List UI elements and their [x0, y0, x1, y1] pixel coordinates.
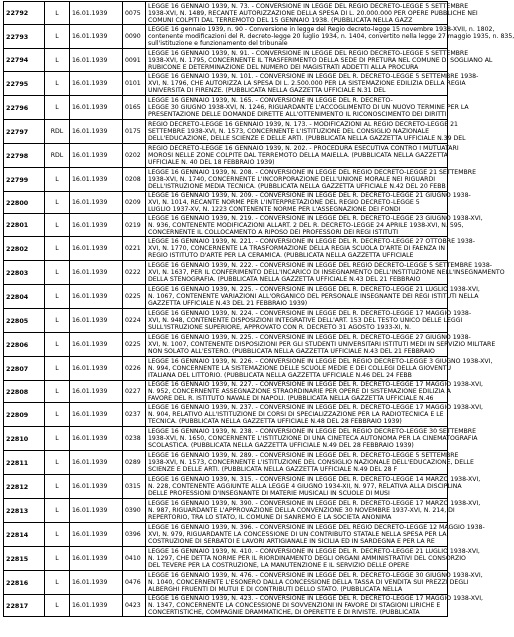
description-line: XVI, N. 948, CONTENENTE DISPOSIZIONI INTEGRATIVE DELL'ART. 153 DEL TESTO UNICO DELLE LEGGI: [148, 317, 463, 324]
row-code: 0390: [123, 499, 146, 523]
description-line: XVI, N. 1007, CONTENENTE DISPOSIZIONI PER GLI STUDENTI UNIVERSITARI ISTITUTI MEDI IN SERVIZIO MILITARE: [148, 341, 496, 348]
row-type: L: [45, 214, 70, 237]
description-line: NON SOLATO ALL'ESTERO. (PUBBLICATA NELLA GAZZETTA UFFICIALE N.43 DEL 21 FEBBRAIO: [148, 348, 435, 355]
table-row: [4, 499, 448, 523]
row-type: L: [45, 285, 70, 309]
description-line: XVI, N. 1637, PER IL CONFERIMENTO DELL'INCARICO DI INSEGNAMENTO DELL'INSTITUZIONE NELL'INSEGNAMENTO: [148, 269, 505, 276]
row-code: 0221: [123, 237, 146, 261]
row-date: 16.01.1939: [70, 192, 123, 214]
description-line: 1938-XVI, N. 1650, CONCERNENTE L'ISTITUZIONE DI UNA CINETECA AUTONOMA PER LA CINEMATOGRAFIA: [148, 435, 478, 442]
row-number: 22813: [4, 499, 45, 523]
row-type: L: [45, 168, 70, 192]
description-line: 1938-XVI, N. 1489, RECANTE AUTORIZZAZIONE DELLA SPESA DI L. 20.000.000 PER OPERE PUBBLICHE NEI: [148, 9, 478, 17]
row-date: 16.01.1939: [70, 261, 123, 285]
row-number: 22796: [4, 96, 45, 120]
row-number: 22810: [4, 427, 45, 451]
table-row: [4, 571, 448, 595]
row-type: L: [45, 381, 70, 403]
description-line: LEGGE 16 GENNAIO 1939, N. 238. - CONVERSIONE IN LEGGE DEL REGIO DECRETO-LEGGE 30 SETTEMBRE: [148, 428, 476, 435]
row-code: 0289: [123, 451, 146, 475]
row-number: 22812: [4, 475, 45, 499]
row-code: 0225: [123, 333, 146, 357]
row-code: 0410: [123, 547, 146, 571]
description-line: UFFICIALE N. 40 DEL 18 FEBBRAIO 1939): [148, 159, 275, 166]
description-line: DELLA STENOGRAFIA. (PUBBLICATA NELLA GAZZETTA UFFICIALE N.43 DEL 21 FEBBRAIO: [148, 276, 421, 283]
row-number: 22800: [4, 192, 45, 214]
description-line: REPERTORIO, TRA LO STATO, IL COMUNE DI SANREMO E LA SOCIETA ANONIMA: [148, 514, 392, 521]
row-number: 22814: [4, 523, 45, 547]
row-date: 16.01.1939: [70, 357, 123, 381]
row-code: 0226: [123, 357, 146, 381]
row-type: L: [45, 547, 70, 571]
row-description: [146, 96, 469, 120]
row-date: 16.01.1939: [70, 237, 123, 261]
row-code: 0091: [123, 49, 146, 72]
row-code: 0209: [123, 192, 146, 214]
row-date: 16.01.1939: [70, 451, 123, 475]
row-description: [146, 475, 481, 499]
row-number: 22803: [4, 261, 45, 285]
description-line: LEGGE 16 GENNAIO 1939, N. 289. - CONVERSIONE IN LEGGE DEL R. DECRETO-LEGGE 5 SETTEMBRE: [148, 452, 459, 459]
row-date: 16.01.1939: [70, 144, 123, 168]
row-type: L: [45, 357, 70, 381]
row-type: L: [45, 2, 70, 25]
laws-table-body: [4, 2, 514, 617]
description-line: N. 1347, CONCERNENTE LA CONCESSIONE DI SOVVENZIONI IN FAVORE DI STAGIONI LIRICHE E: [148, 602, 441, 609]
row-type: L: [45, 309, 70, 333]
row-date: 16.01.1939: [70, 2, 123, 25]
row-date: 16.01.1939: [70, 309, 123, 333]
table-row: [4, 309, 448, 333]
description-line: DELLE PROFESSIONI D'INSEGNANTE DI MATERIE MUSICALI IN SCUOLE DI MUSI: [148, 490, 390, 497]
table-row: [4, 523, 448, 547]
row-description: [146, 357, 493, 381]
row-description: [146, 381, 484, 403]
description-line: PRESENTAZIONE DELLE DOMANDE DIRETTE ALL'OTTENIMENTO IL RICONOSCIMENTO DEI DIRITTI: [148, 111, 447, 118]
description-line: ALBERGHI FRUENTI DI MUTUI E DI CONTRIBUTI DELLO STATO. (PUBBLICATA NELLA: [148, 586, 403, 593]
table-row: [4, 381, 448, 403]
description-line: XVI, N. 979, RIGUARDANTE LA CONCESSIONE DI UN CONTRIBUTO STATALE NELLA SPESA PER LA: [148, 531, 447, 538]
row-type: L: [45, 595, 70, 617]
row-number: 22805: [4, 309, 45, 333]
row-type: L: [45, 427, 70, 451]
row-code: 0227: [123, 381, 146, 403]
row-description: [146, 25, 514, 49]
row-date: 16.01.1939: [70, 547, 123, 571]
row-number: 22794: [4, 49, 45, 72]
row-number: 22801: [4, 214, 45, 237]
description-line: LEGGE 16 GENNAIO 1939, N. 423. - CONVERSIONE IN LEGGE DEL R. DECRETO-LEGGE 17 MAGGIO 1938-XVI,: [148, 595, 484, 602]
description-line: RUBICONE E DETERMINAZIONE DEL NUMERO DEI MAGISTRATI ADDETTI ALLA PROCURA: [148, 63, 419, 71]
description-line: contenente modificazioni del R. decreto-legge 20 luglio 1934, n. 1404, convertito nella legge 27 maggio 1935, n. 835,: [148, 33, 514, 40]
description-line: LEGGE 16 GENNAIO 1939, N. 237. - CONVERSIONE IN LEGGE DEL R. DECRETO-LEGGE 17 MAGGIO 1938-XVI,: [148, 404, 484, 411]
row-description: [146, 144, 459, 168]
row-description: [146, 571, 483, 595]
row-code: 0225: [123, 285, 146, 309]
description-line: LEGGE 16 GENNAIO 1939, N. 91. - CONVERSIONE IN LEGGE DEL REGIO DECRETO-LEGGE 5 SETTEMBRE: [148, 49, 469, 57]
table-row: [4, 285, 448, 309]
row-date: 16.01.1939: [70, 571, 123, 595]
description-line: XVI, N. 1770, CONCERNENTE LA TRASFORMAZIONE DELLA REGIA SCUOLA D'ARTE DI FAENZA IN: [148, 245, 445, 252]
description-line: DELL'EDUCAZIONE, DELLE SCIENZE E DELLE ARTI. (PUBBLICATA NELLA GAZZETTA UFFICIALE N.39 DEL: [148, 135, 466, 142]
table-row: [4, 144, 448, 168]
row-code: 0396: [123, 523, 146, 547]
description-line: SULL'ISTRUZIONE SUPERIORE, APPROVATO CON R. DECRETO 31 AGOSTO 1933-XI, N.: [148, 324, 411, 331]
description-line: SCIENZE E DELLE ARTI. (PUBBLICATA NELLA GAZZETTA UFFICIALE N.49 DEL 28 F: [148, 466, 398, 473]
description-line: LEGGE 16 GENNAIO 1939, N. 225. - CONVERSIONE IN LEGGE DEL R. DECRETO-LEGGE 21 LUGLIO 1938-XVI,: [148, 286, 480, 293]
row-type: L: [45, 403, 70, 427]
row-code: 0476: [123, 571, 146, 595]
description-line: LEGGE 16 GENNAIO 1939, N. 101. - CONVERSIONE IN LEGGE DEL R. DECRETO-LEGGE 5 SETTEMBRE 1938-: [148, 73, 479, 80]
description-line: LEGGE 16 GENNAIO 1939, N. 222. - CONVERSIONE IN LEGGE DEL REGIO DECRETO-LEGGE 5 SETTEMBRE 1938-: [148, 262, 493, 269]
row-date: 16.01.1939: [70, 381, 123, 403]
row-number: 22816: [4, 571, 45, 595]
table-row: [4, 547, 448, 571]
description-line: sull'istituzione e funzionamento del tribunale: [148, 40, 288, 47]
description-line: LEGGE 30 GIUGNO 1938-XVI, N. 1246, RIGUARDANTE L'ACCOGLIMENTO DI UN NUOVO TERMINE PER LA: [148, 104, 469, 111]
row-description: [146, 451, 474, 475]
row-code: 0090: [123, 25, 146, 49]
row-type: RDL: [45, 144, 70, 168]
row-description: [146, 595, 484, 617]
description-line: N. 1297, CHE DETTA NORME PER IL RIORDINAMENTO DEGLI ORGANI AMMINISTRATIVI DEL CONSORZIO: [148, 555, 466, 562]
row-number: 22792: [4, 2, 45, 25]
table-row: [4, 214, 448, 237]
row-date: 16.01.1939: [70, 403, 123, 427]
row-code: 0237: [123, 403, 146, 427]
row-number: 22802: [4, 237, 45, 261]
row-type: L: [45, 237, 70, 261]
row-description: [146, 427, 478, 451]
row-number: 22809: [4, 403, 45, 427]
description-line: GAZZETTA UFFICIALE N.43 DEL 21 FEBBRAIO 1939): [148, 300, 308, 307]
row-type: L: [45, 333, 70, 357]
row-type: L: [45, 72, 70, 96]
row-description: [146, 237, 475, 261]
row-description: [146, 523, 485, 547]
row-code: 0222: [123, 261, 146, 285]
row-description: [146, 333, 496, 357]
row-number: 22807: [4, 357, 45, 381]
description-line: UNIVERSITA DI FIRENZE. (PUBBLICATA NELLA GAZZETTA UFFICIALE N.31 DEL: [148, 87, 386, 94]
description-line: CONCERTISTICHE, COMPAGNIE DRAMMATICHE, DI OPERETTE E DI RIVISTE. (PUBBLICATA: [148, 609, 420, 616]
description-line: FAVORE DEL R. ISTITUTO NAVALE DI NAPOLI. (PUBBLICATA NELLA GAZZETTA UFFICIALE N.46: [148, 395, 434, 402]
description-line: REGIO DECRETO-LEGGE 16 GENNAIO 1939, N. 173. - MODIFICAZIONI AL REGIO DECRETO-LEGGE 21: [148, 121, 458, 128]
row-number: 22799: [4, 168, 45, 192]
description-line: LEGGE 16 GENNAIO 1939, N. 73. - CONVERSIONE IN LEGGE DEL REGIO DECRETO-LEGGE 5 SETTEMBRE: [148, 2, 469, 10]
table-row: [4, 96, 448, 120]
description-line: MOROSI NELLE ZONE COLPITE DAL TERREMOTO DELLA MAIELLA. (PUBBLICATA NELLA GAZZETTA: [148, 152, 448, 159]
row-date: 16.01.1939: [70, 96, 123, 120]
row-date: 16.01.1939: [70, 72, 123, 96]
row-description: [146, 499, 481, 523]
row-description: [146, 168, 476, 192]
description-line: 1938-XVI, N. 1795, CONCERNENTE IL TRASFERIMENTO DELLA SEDE DI PRETURA NEL COMUNE DI SOGLIANO AL: [148, 56, 493, 64]
row-date: 16.01.1939: [70, 333, 123, 357]
table-row: [4, 595, 448, 617]
table-row: [4, 261, 448, 285]
table-row: [4, 192, 448, 214]
row-date: 16.01.1939: [70, 595, 123, 617]
description-line: XVI, N. 1796, CHE AUTORIZZA LA SPESA DI L. 2.500.000 PER LA SISTEMAZIONE EDILIZIA DELLA REGIA: [148, 80, 466, 87]
row-code: 0219: [123, 214, 146, 237]
description-line: N. 936, CONTENENTE MODIFICAZIONI ALLART. 2 DEL R. DECRETO-LEGGE 24 APRILE 1938-XVI, N. 595,: [148, 221, 464, 229]
description-line: COSTRUZIONE DI SERBATOI E LAVORI ARTIGIANALE IN SICILIA ED IN SARDEGNA E PER LA RE: [148, 538, 435, 545]
description-line: LEGGE 16 GENNAIO 1939, N. 227. - CONVERSIONE IN LEGGE DEL R. DECRETO-LEGGE 17 MAGGIO 1938-XVI,: [148, 381, 484, 388]
row-description: [146, 72, 479, 96]
row-number: 22798: [4, 144, 45, 168]
row-description: [146, 214, 483, 237]
description-line: LEGGE 16 gennaio 1939, n. 90 - Conversione in legge del Regio decreto-legge 15 novembre 1938-XVII, n. 1802,: [148, 26, 495, 33]
description-line: 1938-XVI, N. 1740, CONCERNENTE L'INCORPORAZIONE DELL'UNIONE MORALE NEI RIGUARDI: [148, 176, 436, 183]
description-line: LEGGE 16 GENNAIO 1939, N. 226. - CONVERSIONE IN LEGGE DEL REGIO DECRETO-LEGGE 3 GIUGNO 1938-XVI,: [148, 358, 493, 365]
row-type: L: [45, 96, 70, 120]
row-number: 22806: [4, 333, 45, 357]
description-line: LEGGE 16 GENNAIO 1939, N. 410. - CONVERSIONE IN LEGGE DEL R. DECRETO-LEGGE 21 LUGLIO 1938-XVI,: [148, 548, 480, 555]
description-line: ITALIANA DEL LITTORIO. (PUBBLICATA NELLA GAZZETTA UFFICIALE N.46 DEL 24 FEBB: [148, 372, 412, 379]
row-date: 16.01.1939: [70, 25, 123, 49]
row-type: L: [45, 451, 70, 475]
table-row: [4, 427, 448, 451]
description-line: SCOLASTICA. (PUBBLICATA NELLA GAZZETTA UFFICIALE N.49 DEL 28 FEBBRAIO 1939): [148, 442, 414, 449]
row-number: 22808: [4, 381, 45, 403]
description-line: LEGGE 16 GENNAIO 1939, N. 208. - CONVERSIONE IN LEGGE DEL REGIO DECRETO-LEGGE 21 SETTEMBRE: [148, 169, 476, 176]
table-row: [4, 2, 448, 25]
laws-table: [3, 1, 514, 617]
row-description: [146, 120, 466, 144]
row-date: 16.01.1939: [70, 120, 123, 144]
row-description: [146, 2, 478, 25]
row-code: 0224: [123, 309, 146, 333]
row-date: 16.01.1939: [70, 214, 123, 237]
description-line: CONCERNENTE IL COLLOCAMENTO A RIPOSO DEI PROFESSORI DEI REGI ISTITUTI: [148, 228, 399, 236]
description-line: LEGGE 16 GENNAIO 1939, N. 390. - CONVERSIONE IN LEGGE DEL R. DECRETO-LEGGE 17 MARZO 1938-XVI,: [148, 500, 481, 507]
row-description: [146, 49, 493, 72]
row-description: [146, 285, 480, 309]
row-code: 0101: [123, 72, 146, 96]
row-type: L: [45, 523, 70, 547]
description-line: COMUNI COLPITI DAL TERREMOTO DEL 15 GENNAIO 1938. (PUBBLICATA NELLA GAZZ: [148, 16, 413, 24]
row-date: 16.01.1939: [70, 285, 123, 309]
table-row: [4, 72, 448, 96]
description-line: LEGGE 16 GENNAIO 1939, N. 476. - CONVERSIONE IN LEGGE DEL R. DECRETO-LEGGE 30 GIUGNO 1938-XVI,: [148, 572, 483, 579]
description-line: LEGGE 16 GENNAIO 1939, N. 209. - CONVERSIONE IN LEGGE DEL R. DECRETO-LEGGE 21 GIUGNO 1938-: [148, 192, 471, 199]
description-line: N. 987, RIGUARDANTE L'APPROVAZIONE DELLA CONVENZIONE 30 NOVEMBRE 1937-XVI, N. 214, DI: [148, 507, 455, 514]
table-row: [4, 333, 448, 357]
description-line: LUGLIO 1937-XV, N. 1223 CONTENENTE NORME PER L'ASSEGNAZIONE DEI FONDI: [148, 206, 401, 213]
table-row: [4, 25, 448, 49]
description-line: N. 1040, CONCERNENTE L'ESONERO DALLA CONCESSIONE DELLA TASSA DI VENDITA SUI PREZZI DEGLI: [148, 579, 469, 586]
table-row: [4, 475, 448, 499]
row-code: 0315: [123, 475, 146, 499]
description-line: LEGGE 16 GENNAIO 1939, N. 221. - CONVERSIONE IN LEGGE DEL R. DECRETO-LEGGE 27 OTTOBRE 1938-: [148, 238, 475, 245]
row-description: [146, 403, 484, 427]
description-line: XVI, N. 1014, RECANTE NORME PER L'INTERPRETAZIONE DEL REGIO DECRETO-LEGGE 5: [148, 199, 420, 206]
description-line: TECNICA. (PUBBLICATA NELLA GAZZETTA UFFICIALE N.48 DEL 28 FEBBRAIO 1939): [148, 418, 402, 425]
description-line: LEGGE 16 GENNAIO 1939, N. 165. - CONVERSIONE IN LEGGE DEL R. DECRETO-: [148, 97, 393, 104]
table-row: [4, 168, 448, 192]
row-code: 0175: [123, 120, 146, 144]
row-date: 16.01.1939: [70, 49, 123, 72]
description-line: LEGGE 16 GENNAIO 1939, N. 315. - CONVERSIONE IN LEGGE DEL R. DECRETO-LEGGE 14 MARZO 1938-XVI,: [148, 476, 481, 483]
row-number: 22811: [4, 451, 45, 475]
description-line: REGIO ISTITUTO D'ARTE PER LA CERAMICA. (PUBBLICATA NELLA GAZZETTA UFFICIALE: [148, 252, 414, 259]
description-line: LEGGE 16 GENNAIO 1939, N. 225. - CONVERSIONE IN LEGGE DEL R. DECRETO-LEGGE 27 GIUGNO 1938-: [148, 334, 471, 341]
description-line: N. 228, CONTENENTE AGGIUNTE ALLA LEGGE 4 GIUGNO 1934-XII, N. 977, RELATIVA ALLA DISCIPLINA: [148, 483, 462, 490]
description-line: REGIO DECRETO-LEGGE 16 GENNAIO 1939, N. 202. - PROCEDURA ESECUTIVA CONTRO I MUTUATARI: [148, 145, 459, 152]
row-code: 0075: [123, 2, 146, 25]
table-row: [4, 451, 448, 475]
row-number: 22795: [4, 72, 45, 96]
row-description: [146, 547, 480, 571]
row-number: 22804: [4, 285, 45, 309]
row-type: RDL: [45, 120, 70, 144]
row-code: 0165: [123, 96, 146, 120]
description-line: SETTEMBRE 1938-XVI, N. 1573, CONCERNENTE L'ISTITUZIONE DEL CONSIGLIO NAZIONALE: [148, 128, 429, 135]
row-code: 0423: [123, 595, 146, 617]
row-type: L: [45, 261, 70, 285]
row-type: L: [45, 192, 70, 214]
description-line: LEGGE 16 GENNAIO 1939, N. 396. - CONVERSIONE IN LEGGE DEL REGIO DECRETO-LEGGE 12 MAGGIO 1938-: [148, 524, 485, 531]
description-line: N. 952, CONCERNENTE ASSEGNAZIONE STRAORDINARIE PER OPERE DI SISTEMAZIONE EDILIZIA A: [148, 388, 451, 395]
table-row: [4, 237, 448, 261]
table-row: [4, 49, 448, 72]
table-row: [4, 357, 448, 381]
row-type: L: [45, 49, 70, 72]
description-line: LEGGE 16 GENNAIO 1939, N. 224. - CONVERSIONE IN LEGGE DEL R. DECRETO-LEGGE 17 MAGGIO 1938-: [148, 310, 472, 317]
description-line: N. 904, RELATIVO ALL'ISTITUZIONE DI CORSI DI SPECIALIZZAZIONE PER LA RADIOTECNICA E LE: [148, 411, 444, 418]
row-type: L: [45, 499, 70, 523]
row-date: 16.01.1939: [70, 168, 123, 192]
row-code: 0208: [123, 168, 146, 192]
row-description: [146, 309, 472, 333]
row-date: 16.01.1939: [70, 499, 123, 523]
row-code: 0238: [123, 427, 146, 451]
row-number: 22797: [4, 120, 45, 144]
row-date: 16.01.1939: [70, 523, 123, 547]
description-line: DEL TEVERE PER LA COSTRUZIONE, LA MANUTENZIONE E IL SERVIZIO DELLE OPERE: [148, 562, 410, 569]
description-line: LEGGE 16 GENNAIO 1939, N. 219. - CONVERSIONE IN LEGGE DEL R. DECRETO-LEGGE 23 GIUGNO 1938-XVI,: [148, 214, 483, 222]
row-type: L: [45, 25, 70, 49]
row-date: 16.01.1939: [70, 427, 123, 451]
description-line: DELL'ISTRUZIONE MEDIA TECNICA. (PUBBLICATA NELLA GAZZETTA UFFICIALE N.42 DEL 20 FEBB: [148, 183, 446, 190]
table-row: [4, 403, 448, 427]
row-type: L: [45, 475, 70, 499]
row-number: 22815: [4, 547, 45, 571]
row-type: L: [45, 571, 70, 595]
description-line: 1938-XVI, N. 1573, CONCERNENTE L'ISTITUZIONE DEL CONSIGLIO NAZIONALE DELL'EDUCAZIONE, DELLE: [148, 459, 474, 466]
row-description: [146, 261, 505, 285]
row-number: 22817: [4, 595, 45, 617]
row-date: 16.01.1939: [70, 475, 123, 499]
row-number: 22793: [4, 25, 45, 49]
row-description: [146, 192, 471, 214]
row-code: 0202: [123, 144, 146, 168]
table-row: [4, 120, 448, 144]
description-line: N. 994, CONCERNENTE LA SISTEMAZIONE DELLE SCUOLE MEDIE E DEI COLLEGI DELLA GIOVENTU: [148, 365, 452, 372]
description-line: N. 1067, CONTENENTE VARIAZIONI ALL'ORGANICO DEL PERSONALE INSEGNANTE DEI REGI ISTITUTI NELLA: [148, 293, 479, 300]
